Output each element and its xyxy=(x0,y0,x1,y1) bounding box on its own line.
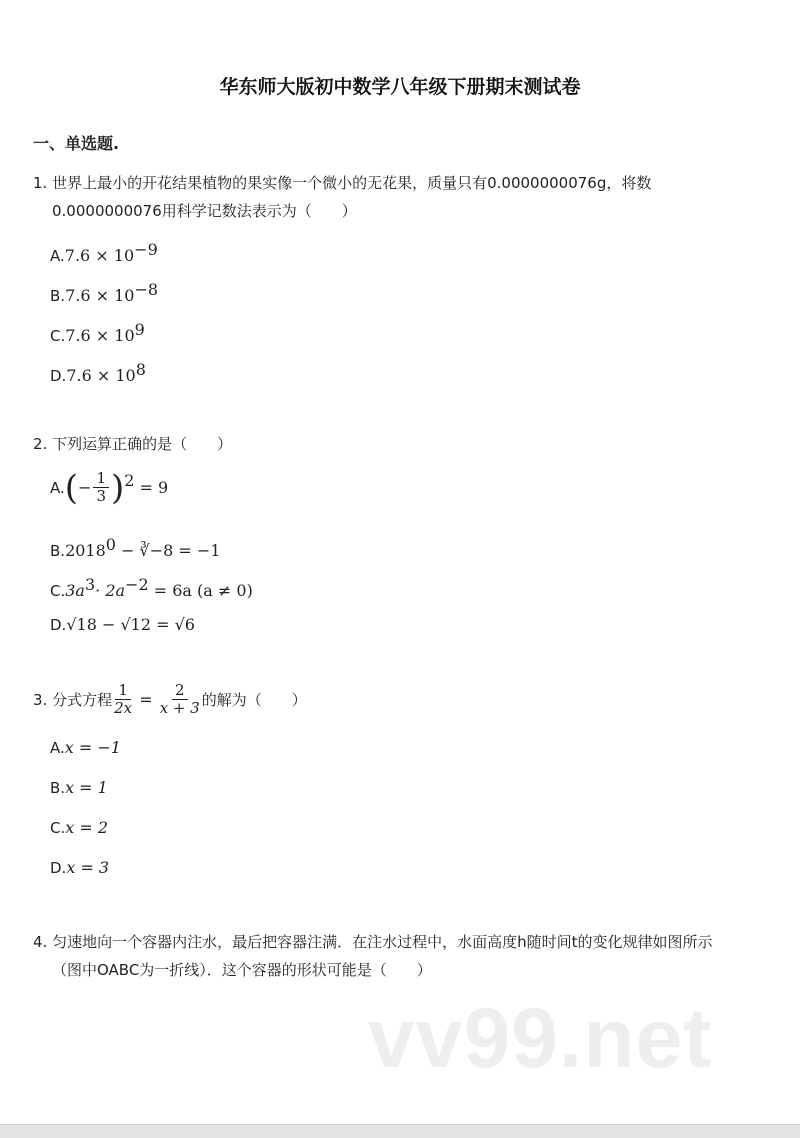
watermark: vv99.net xyxy=(368,991,713,1085)
option-label: C. xyxy=(50,819,66,837)
q3-option-c[interactable] xyxy=(50,817,108,839)
q3-option-a[interactable] xyxy=(50,737,121,759)
option-math: 7.6 × 10 xyxy=(65,326,135,345)
numerator: 1 xyxy=(115,682,131,700)
page-bottom-edge xyxy=(0,1124,800,1138)
option-math: √18 − √12 = √6 xyxy=(66,615,195,634)
option-math: 3a xyxy=(65,581,85,600)
page-title: 华东师大版初中数学八年级下册期末测试卷 xyxy=(219,76,581,98)
q2-stem: 2. 下列运算正确的是（ ） xyxy=(33,435,233,453)
exponent: −9 xyxy=(134,240,158,259)
option-math: 7.6 × 10 xyxy=(64,246,135,265)
exponent: 8 xyxy=(135,360,146,379)
option-math: x = 3 xyxy=(66,858,110,877)
exponent: −2 xyxy=(125,575,149,594)
section-heading: 一、单选题. xyxy=(33,134,120,153)
stem-text: 3. 分式方程 xyxy=(33,690,113,709)
equals: = xyxy=(134,689,158,709)
exponent: −8 xyxy=(134,280,159,299)
option-label: B. xyxy=(50,779,66,797)
option-label: B. xyxy=(50,287,66,305)
option-label: D. xyxy=(50,367,67,385)
option-math: − ∛−8 = −1 xyxy=(115,541,221,560)
q1-option-a[interactable] xyxy=(50,239,158,267)
option-label: C. xyxy=(50,582,66,600)
q3-stem xyxy=(33,682,307,717)
right-paren: ) xyxy=(110,467,125,508)
q1-option-d[interactable] xyxy=(50,359,146,387)
fraction xyxy=(93,470,109,505)
q4-stem-line1: 4. 匀速地向一个容器内注水，最后把容器注满．在注水过程中，水面高度h随时间t的变化规律如图所示 xyxy=(33,933,713,951)
q3-option-b[interactable] xyxy=(50,777,108,799)
option-label: A. xyxy=(50,478,65,497)
q1-option-b[interactable] xyxy=(50,279,158,307)
option-math: 7.6 × 10 xyxy=(65,286,135,305)
left-paren: ( xyxy=(64,467,79,508)
exponent: 3 xyxy=(84,575,96,594)
denominator: 3 xyxy=(96,487,106,505)
option-math: x = 2 xyxy=(65,818,109,837)
option-math: 7.6 × 10 xyxy=(66,366,136,385)
q2-option-a[interactable] xyxy=(50,467,169,508)
option-math: = 9 xyxy=(134,477,169,497)
option-math: x = −1 xyxy=(64,738,121,757)
exponent: 9 xyxy=(134,320,145,339)
q2-option-c[interactable] xyxy=(50,574,253,602)
numerator: 1 xyxy=(93,470,109,488)
denominator: x + 3 xyxy=(159,699,200,717)
option-math: · 2a xyxy=(95,581,126,600)
option-math: x = 1 xyxy=(65,778,108,797)
fraction-right xyxy=(160,682,200,717)
option-math: 2018 xyxy=(65,541,106,560)
q4-stem-line2: （图中OABC为一折线）．这个容器的形状可能是（ ） xyxy=(52,961,432,979)
option-label: A. xyxy=(50,739,65,757)
q1-stem-line1: 1. 世界上最小的开花结果植物的果实像一个微小的无花果，质量只有0.0000000076g，将数 xyxy=(33,174,652,192)
exponent: 2 xyxy=(124,471,135,490)
option-math: = 6a (a ≠ 0) xyxy=(148,581,253,600)
denominator: 2x xyxy=(114,699,133,717)
q1-stem-line2: 0.0000000076用科学记数法表示为（ ） xyxy=(52,202,357,220)
option-label: C. xyxy=(50,327,66,345)
option-label: A. xyxy=(50,247,65,265)
option-label: D. xyxy=(50,616,67,634)
q2-option-b[interactable] xyxy=(50,534,221,562)
numerator: 2 xyxy=(172,682,188,700)
q1-option-c[interactable] xyxy=(50,319,145,347)
q3-option-d[interactable] xyxy=(50,857,109,879)
stem-text: 的解为（ ） xyxy=(201,690,307,709)
q2-option-d[interactable] xyxy=(50,614,195,636)
fraction-left xyxy=(114,682,132,717)
minus-sign: − xyxy=(78,477,92,497)
option-label: B. xyxy=(50,542,66,560)
exponent: 0 xyxy=(105,535,116,554)
option-label: D. xyxy=(50,859,67,877)
